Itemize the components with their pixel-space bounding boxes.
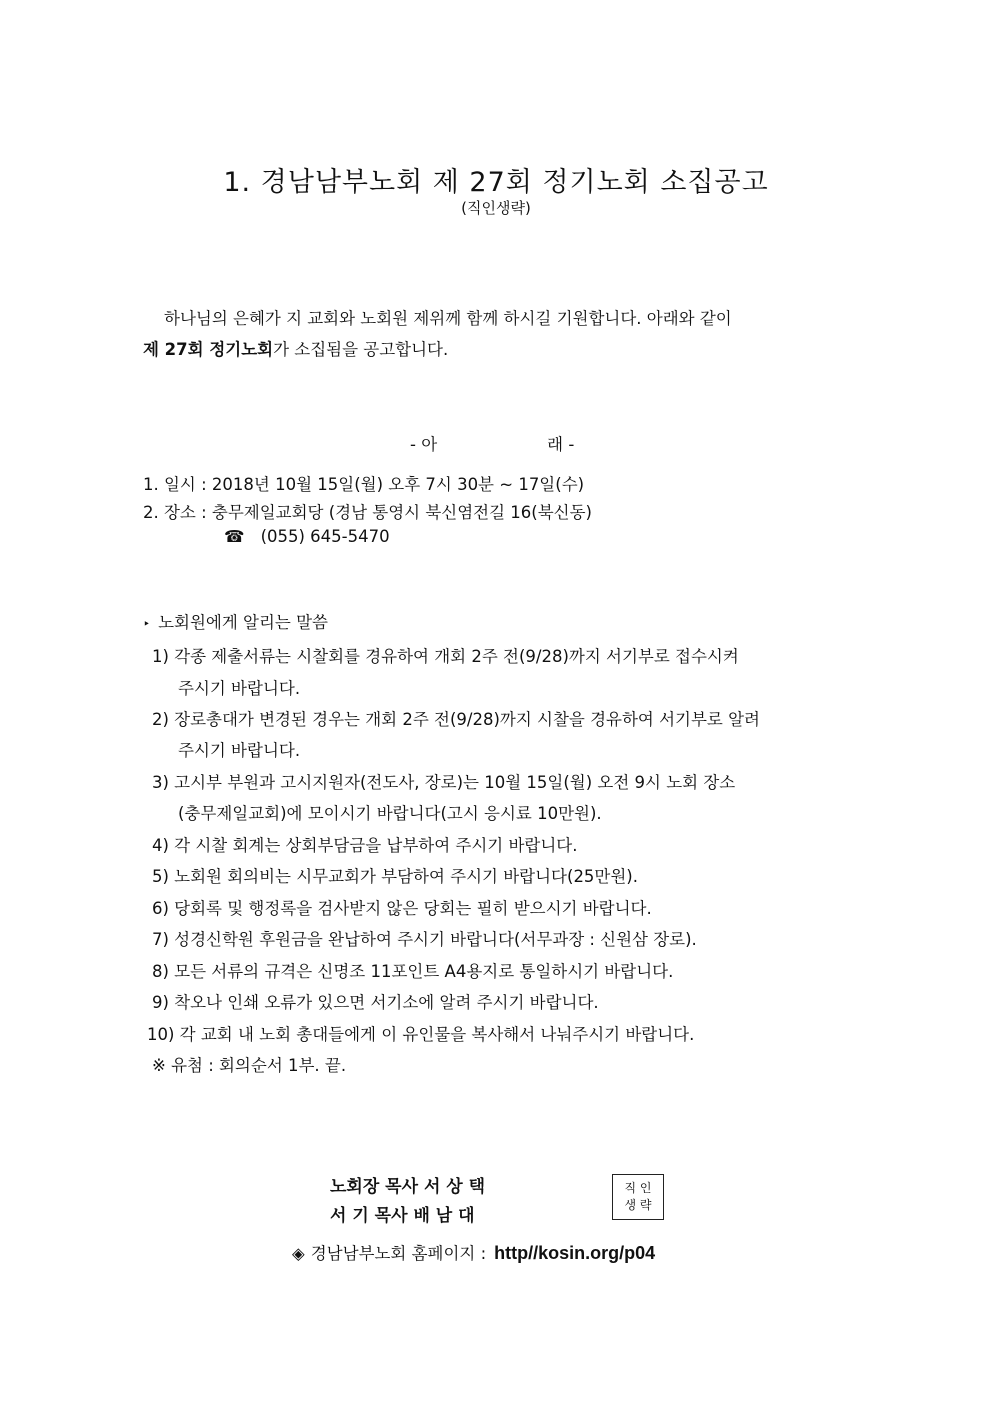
notice-item: 5) 노회원 회의비는 시무교회가 부담하여 주시기 바랍니다(25만원). xyxy=(152,867,638,886)
intro-bold-text: 제 27회 정기노회 xyxy=(143,340,274,359)
phone-number: (055) 645-5470 xyxy=(260,527,390,546)
diamond-icon: ◈ xyxy=(292,1244,305,1263)
below-heading-left: - 아 xyxy=(410,435,438,454)
stamp-text-top: 직 인 xyxy=(624,1181,652,1195)
intro-line-1: 하나님의 은혜가 지 교회와 노회원 제위께 함께 하시길 기원합니다. 아래와 같이 xyxy=(164,309,732,328)
stamp-text-bottom: 생 략 xyxy=(624,1198,652,1212)
page-title: 1. 경남남부노회 제 27회 정기노회 소집공고 xyxy=(223,167,769,198)
notice-heading-text: 노회원에게 알리는 말씀 xyxy=(158,613,328,632)
notice-item: 8) 모든 서류의 규격은 신명조 11포인트 A4용지로 통일하시기 바랍니다. xyxy=(152,962,674,981)
intro-line-2 xyxy=(143,334,448,365)
detail-date: 1. 일시 : 2018년 10월 15일(월) 오후 7시 30분 ~ 17일(수) xyxy=(143,475,585,494)
detail-place: 2. 장소 : 충무제일교회당 (경남 통영시 북신염전길 16(북신동) xyxy=(143,503,592,522)
notice-item: 7) 성경신학원 후원금을 완납하여 주시기 바랍니다(서무과장 : 신원삼 장로). xyxy=(152,930,697,949)
notice-item: 4) 각 시찰 회계는 상회부담금을 납부하여 주시기 바랍니다. xyxy=(152,836,578,855)
notice-item: 주시기 바랍니다. xyxy=(178,741,301,760)
notice-item: 10) 각 교회 내 노회 총대들에게 이 유인물을 복사해서 나눠주시기 바랍니다. xyxy=(147,1025,695,1044)
notice-item: 9) 착오나 인쇄 오류가 있으면 서기소에 알려 주시기 바랍니다. xyxy=(152,993,599,1012)
notice-item: 2) 장로총대가 변경된 경우는 개회 2주 전(9/28)까지 시찰을 경유하여 서기부로 알려 xyxy=(152,710,760,729)
footer-label: 경남남부노회 홈페이지 : xyxy=(310,1244,487,1263)
bullet-icon: ‣ xyxy=(143,617,151,631)
official-seal-stamp xyxy=(612,1174,664,1220)
page-subtitle: (직인생략) xyxy=(461,199,531,217)
signature-clerk: 서 기 목사 배 남 대 xyxy=(330,1206,475,1226)
detail-phone xyxy=(224,527,390,546)
signature-moderator: 노회장 목사 서 상 택 xyxy=(330,1177,486,1197)
telephone-icon: ☎ xyxy=(224,527,245,546)
notice-heading xyxy=(143,609,328,633)
notice-item: 3) 고시부 부원과 고시지원자(전도사, 장로)는 10월 15일(월) 오전 9시 노회 장소 xyxy=(152,773,736,792)
below-heading xyxy=(410,431,574,455)
intro-rest-text: 가 소집됨을 공고합니다. xyxy=(273,340,449,359)
notice-item: 1) 각종 제출서류는 시찰회를 경유하여 개회 2주 전(9/28)까지 서기부로 접수시켜 xyxy=(152,647,739,666)
notice-item: 주시기 바랍니다. xyxy=(178,679,301,698)
notice-item: (충무제일교회)에 모이시기 바랍니다(고시 응시료 10만원). xyxy=(178,804,602,823)
notice-attachment: ※ 유첨 : 회의순서 1부. 끝. xyxy=(152,1056,347,1075)
below-heading-right: 래 - xyxy=(547,435,575,454)
footer-homepage xyxy=(292,1240,655,1264)
homepage-link[interactable]: http//kosin.org/p04 xyxy=(494,1243,656,1263)
notice-item: 6) 당회록 및 행정록을 검사받지 않은 당회는 필히 받으시기 바랍니다. xyxy=(152,899,652,918)
